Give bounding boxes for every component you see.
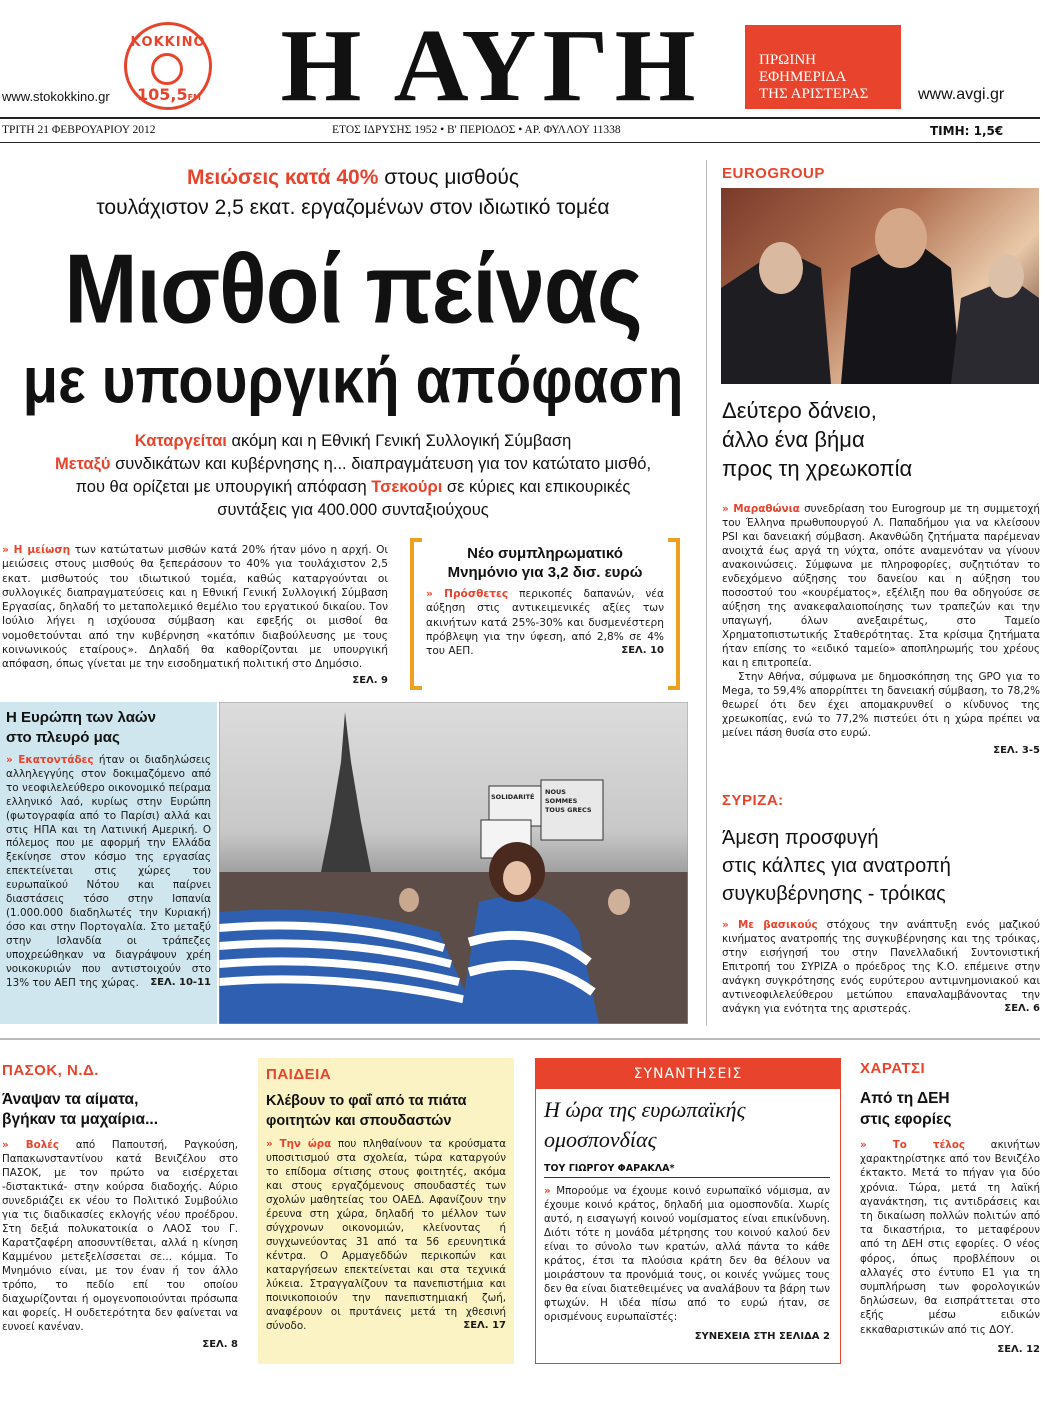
summary-highlight: Τσεκούρι (371, 478, 443, 496)
eurogroup-title (722, 396, 912, 483)
pasok-title (2, 1090, 158, 1130)
protester-icon (399, 888, 419, 912)
summary-line: συντάξεις για 400.000 συνταξιούχους (217, 501, 489, 519)
europe-text: ήταν οι διαδηλώσεις αλληλεγγύης στον δοκιμαζόμενο από το νεοφιλελεύθερο οικονομικό πείραμα ελληνικό λαό, κυρίως στην Ευρώπη (φωτογραφία από το Παρίσι) αλλά και στις ΗΠΑ και τη Λατινική Αμερική. Ο πόλεμος που με αφορμή την Ελλάδα ξεκίνησε στον κόσμο της εργασίας επεκτείνεται στις χώρες του ευρωπαϊκού Νότου και παίρνει διαστάσεις τόσο στην Ισπανία (1.000.000 διαδηλωτές την Κυριακή) όσο και στην Πορτογαλία. Στο μεταξύ στην Ισλανδία οι τράπεζες υποχρεώθηκαν να διαγράψουν χρέη νοικοκυριών που αντιστοιχούν στο 13% του ΑΕΠ της χώρας. (6, 754, 211, 989)
memo-title (426, 544, 664, 582)
paideia-box (258, 1058, 514, 1364)
europe-title-line: στο πλευρό μας (6, 729, 120, 746)
memo-lead: » Πρόσθετες (426, 588, 508, 600)
person-suit-icon (951, 278, 1039, 384)
haratsi-title (860, 1088, 951, 1130)
main-headline: Μισθοί πείνας (64, 233, 642, 344)
summary-text: συνδικάτων και κυβέρνησης η... διαπραγμάτευση για τον κατώτατο μισθό, (110, 455, 652, 473)
main-body-lead: » Η μείωση (2, 544, 70, 556)
paris-photo-art (219, 702, 688, 1024)
pasok-kicker: ΠΑΣΟΚ, Ν.Δ. (2, 1062, 99, 1079)
main-body-text: των κατώτατων μισθών κατά 20% ήταν μόνο η αρχή. Οι μειώσεις στους μισθούς θα ξεπεράσουν το 40% για τουλάχιστον 2,5 εκατ. μισθωτούς του ιδιωτικού τομέα, καθώς καταργούνται οι συλλογικές διαπραγματεύσεις και η Εθνική Γενική Συλλογική Σύμβαση Εργασίας, δηλαδή το μεταπολεμικό θεμέλιο του εργατικού δικαίου. Τον Ιούλιο λήγει η ισχύουσα σύμβαση και εφεξής οι μισθοί θα νομοθετούνται από την κυβέρνηση «κατόπιν διαβούλευσης με τους κοινωνικούς εταίρους». Δηλαδή θα καθορίζονται με υπουργική απόφαση, όπως γίνεται με την εισοδηματική πολιτική στο Δημόσιο. (2, 544, 388, 671)
memo-bracket-left (410, 538, 422, 690)
slogan-box (745, 25, 901, 109)
haratsi-kicker: ΧΑΡΑΤΣΙ (860, 1060, 926, 1077)
syriza-title-line: συγκυβέρνησης - τρόικας (722, 883, 946, 905)
haratsi-title-line: στις εφορίες (860, 1111, 952, 1128)
syriza-body (722, 918, 1040, 1016)
pasok-page-ref[interactable]: ΣΕΛ. 8 (202, 1339, 238, 1350)
europe-body (6, 754, 211, 990)
eurogroup-kicker: EUROGROUP (722, 165, 825, 182)
eurogroup-title-line: Δεύτερο δάνειο, (722, 398, 877, 423)
haratsi-lead: » Το τέλος (860, 1139, 965, 1151)
slogan-line: ΤΗΣ ΑΡΙΣΤΕΡΑΣ (759, 86, 869, 102)
syriza-lead: » Με βασικούς (722, 919, 818, 931)
paideia-page-ref[interactable]: ΣΕΛ. 17 (463, 1320, 506, 1331)
protester-icon (608, 889, 630, 915)
site-left[interactable]: www.stokokkino.gr (2, 89, 110, 104)
memo-title-line: Νέο συμπληρωματικό (467, 545, 623, 562)
synantiseis-author: ΤΟΥ ΓΙΩΡΓΟΥ ΦΑΡΑΚΛΑ* (544, 1163, 830, 1178)
summary-text: που θα ορίζεται με υπουργική απόφαση (75, 478, 372, 496)
memo-page-ref[interactable]: ΣΕΛ. 10 (621, 645, 664, 657)
memo-body (426, 587, 664, 659)
synantiseis-title (536, 1089, 840, 1155)
paideia-text: που πληθαίνουν τα κρούσματα υποσιτισμού στα σχολεία, τώρα καταργούν το επίδομα σίτισης στους φοιτητές, ακόμα και στους εργαζόμενους σπουδαστές των σχολών μαθητείας του ΟΑΕΔ. Αφανίζουν την έρευνα στη χώρα, δηλαδή το μέλλον των σύγχρονων οικονομιών, κλείνοντας ή συγχωνεύοντας 31 από τα 56 ερευνητικά κέντρα. Ο Αρμαγεδδών περικοπών και καταργήσεων επεκτείνεται και στα τεχνικά λύκεια. Στραγγαλίζουν τα πανεπιστήμια και ποινικοποιούν την πανεπιστημιακή ζωή, αναφέρουν οι πρυτάνεις μετά τη χθεσινή σύνοδο. (266, 1138, 506, 1332)
radio-logo-name: ΚΟΚΚΙΝΟ (130, 35, 206, 50)
right-column-rule (706, 160, 707, 1026)
summary-highlight: Μεταξύ (54, 455, 111, 473)
main-subhead-line (0, 163, 706, 193)
paideia-body (266, 1137, 506, 1333)
eurogroup-photo-art (721, 188, 1039, 384)
eurogroup-text: συνεδρίαση του Eurogroup με τη συμμετοχή του Έλληνα πρωθυπουργού Λ. Παπαδήμου για να κλείσουν PSI και δανειακή σύμβαση. Ακανθώδη ζητήματα παρέμεναν ανοιχτά έως αργά τη νύχτα, οπότε αναμενόταν να γίνουν ανακοινώσεις. Σύμφωνα με πληροφορίες, συζητιόταν το ενδεχόμενο αύξησης του δανείου και η αύξηση του ποσοστού του «κουρέματος», εξέλιξη που θα οδηγούσε σε αύξηση της ανακεφαλαιοποίησης των τραπεζών και την υπαγωγή, όλων ανεξαιρέτως, στο Ταμείο Χρηματοπιστωτικής Σταθερότητας. Στα κρίσιμα ζητήματα ήταν επίσης το «ειδικό ταμείο» αποπληρωμής του χρέους και η επιτροπεία. (722, 503, 1040, 669)
eurogroup-body (722, 502, 1040, 758)
slogan-line: ΕΦΗΜΕΡΙΔΑ (759, 69, 847, 85)
paris-photo (219, 702, 688, 1024)
date: ΤΡΙΤΗ 21 ΦΕΒΡΟΥΑΡΙΟΥ 2012 (2, 124, 156, 136)
paideia-kicker: ΠΑΙΔΕΙΑ (266, 1066, 332, 1083)
person-face-icon (875, 208, 927, 268)
synantiseis-box (535, 1058, 841, 1364)
haratsi-text: ακινήτων χαρακτηρίστηκε από τον Βενιζέλο έκτακτο. Μετά το πήγαν για δύο χρόνια. Τώρα, μετά τη λαϊκή αγανάκτηση, τις αντιδράσεις και τη δικαίωση πολλών πολιτών από τα δικαστήρια, το μεταφέρουν από τη ΔΕΗ στις εφορίες. Ο νέος φόρος, όπως προβλέπουν οι αλλαγές στο έντυπο Ε1 για τη συμπλήρωση των φορολογικών δηλώσεων, θα εισπράττεται στο εξής μέσω ειδικών εκκαθαριστικών από τις ΔΟΥ. (860, 1139, 1040, 1336)
main-body (2, 543, 388, 688)
eurogroup-page-ref[interactable]: ΣΕΛ. 3-5 (993, 745, 1040, 756)
synantiseis-header (536, 1059, 840, 1089)
synantiseis-title-line: Η ώρα της ευρωπαϊκής (544, 1097, 746, 1122)
summary-text: ακόμη και η Εθνική Γενική Συλλογική Σύμβαση (226, 432, 572, 450)
pasok-lead: » Βολές (2, 1139, 59, 1151)
summary-highlight: Καταργείται (134, 432, 227, 450)
paideia-title-line: Κλέβουν το φαΐ από τα πιάτα (266, 1093, 467, 1109)
bottom-rule (0, 1038, 1040, 1040)
main-subhead-line2: τουλάχιστον 2,5 εκατ. εργαζομένων στον ιδιωτικό τομέα (96, 196, 610, 219)
paideia-title (266, 1091, 506, 1131)
memo-title-line: Μνημόνιο για 3,2 δισ. ευρώ (447, 564, 643, 581)
syriza-title-line: Άμεση προσφυγή (722, 827, 879, 849)
pasok-text: από Παπουτσή, Ραγκούση, Παπακωνσταντίνου κατά Βενιζέλου στο ΠΑΣΟΚ, με τον πρώτο να εισέρχεται -διστακτικά- στην κούρσα διαδοχής. Αύριο συνεδριάζει εκ νέου το Πολιτικό Συμβούλιο για τις διαδικασίες εκλογής νέου προέδρου. Στη δεξιά πολυκατοικία ο ΛΑΟΣ του Γ. Καρατζαφέρη αποσυντίθεται, αλλά η κίνηση Καμμένου μετεξελίσσεται σε... κόμμα. Το Μνημόνιο είναι, με τον έναν ή τον άλλο τρόπο, το πεδίο επί του οποίου διαχωρίζονται ή ομογενοποιούνται πρόσωπα και φορείς. Η ουδετερότητα δεν φαίνεται να ευνοεί κανέναν. (2, 1139, 238, 1333)
price: ΤΙΜΗ: 1,5€ (930, 124, 1004, 138)
syriza-page-ref[interactable]: ΣΕΛ. 6 (1004, 1003, 1040, 1014)
radio-logo[interactable] (124, 22, 212, 110)
person-face-icon (759, 242, 803, 294)
eurogroup-photo (721, 188, 1039, 384)
radio-logo-frequency (131, 85, 207, 104)
pasok-title-line: βγήκαν τα μαχαίρια... (2, 1111, 159, 1128)
europe-page-ref[interactable]: ΣΕΛ. 10-11 (150, 977, 211, 989)
issue-info: ΕΤΟΣ ΙΔΡΥΣΗΣ 1952 • Β' ΠΕΡΙΟΔΟΣ • ΑΡ. ΦΥΛΛΟΥ 11338 (332, 124, 621, 136)
synantiseis-kicker: ΣΥΝΑΝΤΗΣΕΙΣ (633, 1066, 743, 1082)
main-subhead (0, 163, 706, 223)
syriza-title (722, 824, 951, 908)
memo-box (426, 544, 664, 659)
radio-frequency: 105,5 (136, 85, 188, 104)
syriza-title-line: στις κάλπες για ανατροπή (722, 855, 951, 877)
site-right[interactable]: www.avgi.gr (918, 86, 1005, 103)
summary-line (0, 430, 706, 453)
radio-fm: FM (187, 93, 202, 102)
eurogroup-lead: » Μαραθώνια (722, 503, 800, 515)
paideia-lead: » Την ώρα (266, 1138, 331, 1150)
synantiseis-title-line: ομοσπονδίας (544, 1127, 657, 1152)
sign-text: NOUS SOMMES TOUS GRECS (545, 788, 592, 814)
summary-line (0, 476, 706, 499)
main-headline-2: με υπουργική απόφαση (22, 344, 684, 417)
europe-box (0, 702, 217, 1024)
main-page-ref[interactable]: ΣΕΛ. 9 (352, 674, 388, 686)
main-summary (0, 430, 706, 522)
pasok-title-line: Άναψαν τα αίματα, (2, 1091, 139, 1108)
main-subhead-text: στους μισθούς (378, 166, 520, 189)
slogan-line: ΠΡΩΙΝΗ (759, 52, 816, 68)
dateline-rule-top (0, 117, 1040, 119)
summary-text: σε κύριες και επικουρικές (442, 478, 631, 496)
pasok-body (2, 1138, 238, 1352)
sign-text: SOLIDARITÉ (491, 793, 535, 801)
newspaper-title: Η ΑΥΓΗ (280, 8, 702, 123)
europe-title-line: Η Ευρώπη των λαών (6, 709, 156, 726)
memo-bracket-right (668, 538, 680, 690)
europe-lead: » Εκατοντάδες (6, 754, 94, 766)
synantiseis-page-ref[interactable]: ΣΥΝΕΧΕΙΑ ΣΤΗ ΣΕΛΙΔΑ 2 (694, 1331, 830, 1342)
haratsi-body (860, 1138, 1040, 1357)
haratsi-title-line: Από τη ΔΕΗ (860, 1090, 950, 1107)
main-subhead-highlight: Μειώσεις κατά 40% (186, 166, 379, 189)
synantiseis-body (536, 1178, 840, 1344)
syriza-kicker: ΣΥΡΙΖΑ: (722, 792, 784, 809)
synantiseis-arrow (544, 1185, 556, 1197)
memo-text: περικοπές δαπανών, νέα αύξηση στις αντικειμενικές αξίες των ακινήτων κατά 25%-30% και δυσμενέστερη πρόβλεψη για την ύφεση, από 2,8% σε 4% του ΑΕΠ. (426, 588, 664, 658)
summary-line (0, 453, 706, 476)
haratsi-page-ref[interactable]: ΣΕΛ. 12 (997, 1343, 1040, 1355)
paideia-title-line: φοιτητών και σπουδαστών (266, 1113, 452, 1129)
dateline-rule-bottom (0, 142, 1040, 143)
eurogroup-title-line: άλλο ένα βήμα (722, 427, 865, 452)
protester-face-icon (503, 861, 531, 895)
europe-title (6, 708, 211, 748)
eurogroup-text-2: Στην Αθήνα, σύμφωνα με δημοσκόπηση της GPO για το Mega, το 59,4% απορρίπτει τη δανειακή σύμβαση, το 78,2% θεωρεί ότι δεν έχει απομακρυνθεί ο κίνδυνος της χρεωκοπίας, ενώ το 77,2% πιστεύει ότι η χώρα πρέπει να μείνει πάση θυσία στο ευρώ. (722, 671, 1040, 739)
eurogroup-title-line: προς τη χρεωκοπία (722, 456, 913, 481)
person-face-icon (988, 254, 1024, 298)
syriza-text: στόχους την ανάπτυξη ενός μαζικού κινήματος ανατροπής της συγκυβέρνησης και της τρόικας, στην εισήγησή του στην Πανελλαδική Συντονιστική Επιτροπή του ΣΥΡΙΖΑ ο πρόεδρος της Κ.Ο. επέμεινε στην ανάγκη συγκρότησης ενός ευρύτερου αντιμνημονιακού και αντινεοφιλελεύθερου μετώπου επαναλαμβάνοντας την ανάγκη για ενότητα της αριστεράς. (722, 919, 1040, 1015)
synantiseis-text: Μπορούμε να έχουμε κοινό ευρωπαϊκό νόμισμα, αν έχουμε κοινό κράτος, δηλαδή μια ομοσπονδία. Χωρίς αυτό, η εισαγωγή κοινού νομίσματος είναι επικίνδυνη. Διότι τότε η μονάδα μέτρησης του κοινού καλού δεν είναι το σύνολο των κρατών, αλλά πάντα το κάθε κράτος, έτσι τα πλούσια κράτη δεν θα θέλουν να μοιράστουν τα προνόμιά τους, οι κοινές γνώμες τους δεν θα είναι διατεθειμένες να αναλάβουν τα βάρη των φτωχών. Η ιδέα πίσω από το ευρώ ήταν, σε ορισμένους ευρωπαϊστές: (544, 1185, 830, 1323)
bulb-icon (151, 53, 183, 85)
